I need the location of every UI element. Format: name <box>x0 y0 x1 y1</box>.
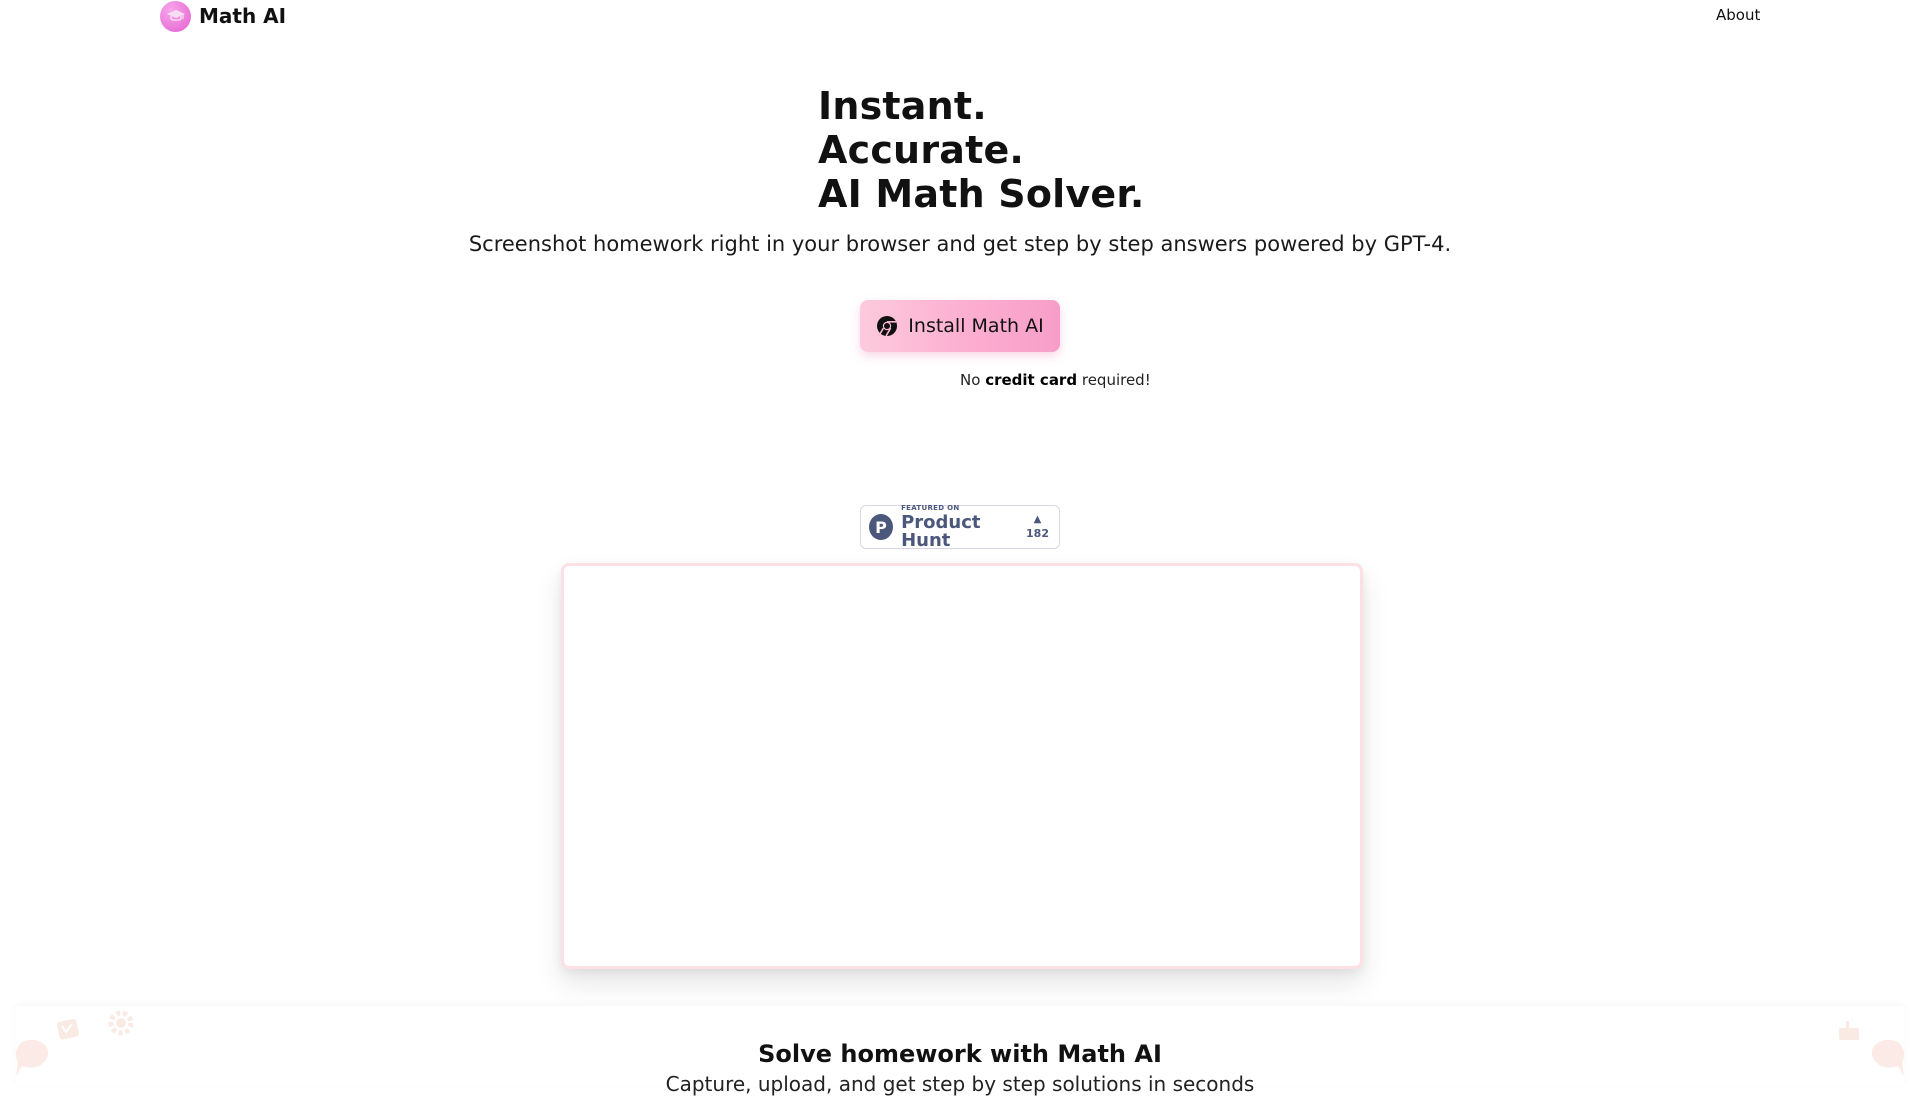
upvote-arrow-icon: ▲ <box>1033 514 1042 525</box>
brand-name: Math AI <box>199 4 287 28</box>
note-bold: credit card <box>985 371 1078 389</box>
features-subtitle: Capture, upload, and get step by step solutions in seconds <box>665 1072 1255 1096</box>
hero-title <box>818 84 1144 216</box>
install-math-ai-button[interactable] <box>860 300 1060 352</box>
site-header <box>0 0 1920 32</box>
hero-title-line: Instant. <box>818 84 987 128</box>
features-title: Solve homework with Math AI <box>758 1040 1162 1068</box>
featured-on-label: FEATURED ON <box>901 503 960 512</box>
demo-video-frame[interactable] <box>561 563 1363 969</box>
chrome-icon <box>876 315 898 337</box>
install-button-label: Install Math AI <box>908 315 1044 337</box>
product-hunt-text <box>901 505 1026 550</box>
hero-subtitle: Screenshot homework right in your browser and get step by step answers powered by GPT-4. <box>468 232 1452 256</box>
no-credit-card-note <box>960 371 1151 389</box>
product-hunt-logo: P <box>869 514 893 540</box>
nav-about-link[interactable]: About <box>1716 6 1761 24</box>
vote-count <box>1026 515 1049 539</box>
gear-icon <box>106 1008 136 1038</box>
note-suffix: required! <box>1081 371 1151 389</box>
brand-link[interactable] <box>160 0 286 32</box>
product-hunt-badge[interactable] <box>860 505 1060 549</box>
hero-title-line: AI Math Solver. <box>818 172 1145 216</box>
features-section <box>16 1006 1904 1096</box>
product-hunt-name: Product Hunt <box>901 511 981 551</box>
hero-title-line: Accurate. <box>818 128 1025 172</box>
vote-number: 182 <box>1026 527 1049 540</box>
graduation-cap-icon <box>160 1 191 32</box>
note-prefix: No <box>960 371 981 389</box>
